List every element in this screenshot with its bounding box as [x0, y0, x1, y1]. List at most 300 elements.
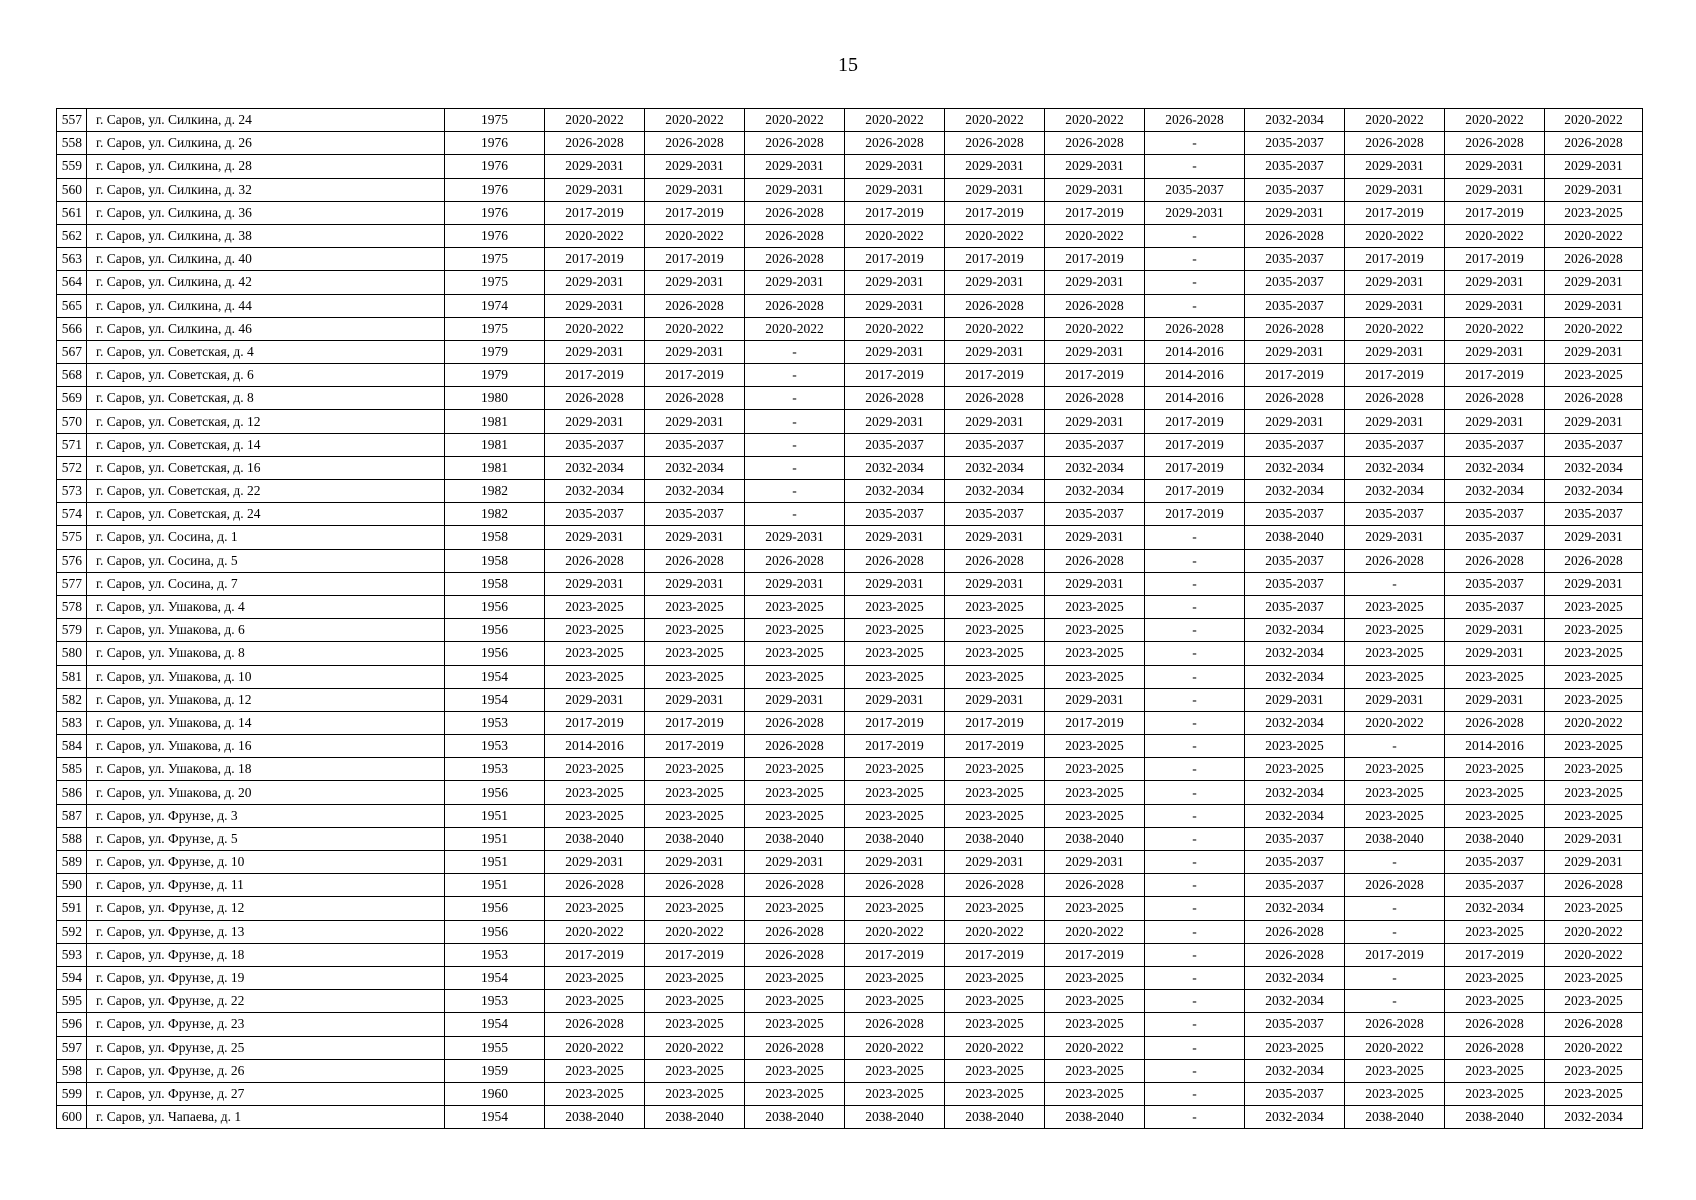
table-row [57, 503, 1643, 526]
period-cell-10: 2017-2019 [1445, 364, 1545, 387]
period-cell-9: 2023-2025 [1345, 758, 1445, 781]
period-cell-7: 2014-2016 [1145, 364, 1245, 387]
build-year-cell: 1954 [445, 1013, 545, 1036]
period-cell-4: 2029-2031 [845, 688, 945, 711]
build-year-cell: 1975 [445, 248, 545, 271]
period-cell-4: 2026-2028 [845, 387, 945, 410]
period-cell-10: 2020-2022 [1445, 224, 1545, 247]
row-number-cell: 572 [57, 456, 87, 479]
period-cell-1: 2026-2028 [545, 387, 645, 410]
period-cell-10: 2035-2037 [1445, 874, 1545, 897]
address-cell: г. Саров, ул. Силкина, д. 28 [87, 155, 445, 178]
period-cell-5: 2026-2028 [945, 874, 1045, 897]
table-row [57, 271, 1643, 294]
row-number-cell: 578 [57, 595, 87, 618]
period-cell-5: 2023-2025 [945, 1013, 1045, 1036]
period-cell-7: - [1145, 827, 1245, 850]
period-cell-1: 2029-2031 [545, 340, 645, 363]
period-cell-10: 2029-2031 [1445, 688, 1545, 711]
period-cell-3: 2023-2025 [745, 595, 845, 618]
period-cell-7: 2035-2037 [1145, 178, 1245, 201]
period-cell-5: 2026-2028 [945, 132, 1045, 155]
row-number-cell: 559 [57, 155, 87, 178]
period-cell-8: 2035-2037 [1245, 1082, 1345, 1105]
period-cell-11: 2029-2031 [1545, 294, 1643, 317]
period-cell-10: 2023-2025 [1445, 758, 1545, 781]
address-cell: г. Саров, ул. Фрунзе, д. 22 [87, 990, 445, 1013]
period-cell-6: 2023-2025 [1045, 897, 1145, 920]
build-year-cell: 1953 [445, 990, 545, 1013]
address-cell: г. Саров, ул. Советская, д. 14 [87, 433, 445, 456]
period-cell-5: 2017-2019 [945, 943, 1045, 966]
build-year-cell: 1958 [445, 526, 545, 549]
period-cell-6: 2017-2019 [1045, 943, 1145, 966]
table-row [57, 688, 1643, 711]
period-cell-8: 2032-2034 [1245, 711, 1345, 734]
period-cell-3: 2023-2025 [745, 665, 845, 688]
period-cell-6: 2023-2025 [1045, 966, 1145, 989]
build-year-cell: 1954 [445, 966, 545, 989]
period-cell-8: 2035-2037 [1245, 155, 1345, 178]
period-cell-4: 2029-2031 [845, 526, 945, 549]
period-cell-8: 2032-2034 [1245, 619, 1345, 642]
period-cell-9: 2029-2031 [1345, 340, 1445, 363]
period-cell-8: 2035-2037 [1245, 294, 1345, 317]
period-cell-2: 2032-2034 [645, 480, 745, 503]
period-cell-2: 2023-2025 [645, 897, 745, 920]
period-cell-5: 2020-2022 [945, 1036, 1045, 1059]
period-cell-3: 2026-2028 [745, 711, 845, 734]
period-cell-4: 2035-2037 [845, 433, 945, 456]
period-cell-4: 2023-2025 [845, 619, 945, 642]
period-cell-6: 2020-2022 [1045, 1036, 1145, 1059]
address-cell: г. Саров, ул. Советская, д. 16 [87, 456, 445, 479]
period-cell-10: 2020-2022 [1445, 109, 1545, 132]
build-year-cell: 1958 [445, 549, 545, 572]
row-number-cell: 598 [57, 1059, 87, 1082]
period-cell-10: 2026-2028 [1445, 549, 1545, 572]
period-cell-4: 2020-2022 [845, 317, 945, 340]
period-cell-6: 2023-2025 [1045, 1059, 1145, 1082]
period-cell-7: - [1145, 943, 1245, 966]
address-cell: г. Саров, ул. Ушакова, д. 18 [87, 758, 445, 781]
period-cell-11: 2035-2037 [1545, 503, 1643, 526]
address-cell: г. Саров, ул. Силкина, д. 46 [87, 317, 445, 340]
period-cell-3: - [745, 387, 845, 410]
period-cell-6: 2023-2025 [1045, 665, 1145, 688]
period-cell-4: 2017-2019 [845, 364, 945, 387]
period-cell-9: 2035-2037 [1345, 433, 1445, 456]
period-cell-5: 2017-2019 [945, 735, 1045, 758]
period-cell-1: 2023-2025 [545, 665, 645, 688]
period-cell-9: - [1345, 897, 1445, 920]
address-cell: г. Саров, ул. Ушакова, д. 14 [87, 711, 445, 734]
address-cell: г. Саров, ул. Сосина, д. 7 [87, 572, 445, 595]
period-cell-8: 2032-2034 [1245, 480, 1345, 503]
period-cell-4: 2029-2031 [845, 340, 945, 363]
period-cell-8: 2035-2037 [1245, 827, 1345, 850]
period-cell-7: - [1145, 874, 1245, 897]
period-cell-6: 2035-2037 [1045, 503, 1145, 526]
period-cell-2: 2023-2025 [645, 758, 745, 781]
period-cell-3: 2023-2025 [745, 1013, 845, 1036]
table-row [57, 224, 1643, 247]
period-cell-6: 2029-2031 [1045, 178, 1145, 201]
period-cell-1: 2029-2031 [545, 572, 645, 595]
period-cell-8: 2035-2037 [1245, 503, 1345, 526]
address-cell: г. Саров, ул. Ушакова, д. 4 [87, 595, 445, 618]
period-cell-2: 2020-2022 [645, 317, 745, 340]
period-cell-10: 2023-2025 [1445, 1082, 1545, 1105]
period-cell-11: 2023-2025 [1545, 1059, 1643, 1082]
period-cell-4: 2032-2034 [845, 456, 945, 479]
period-cell-7: 2017-2019 [1145, 433, 1245, 456]
period-cell-2: 2029-2031 [645, 178, 745, 201]
period-cell-6: 2029-2031 [1045, 410, 1145, 433]
build-year-cell: 1981 [445, 433, 545, 456]
period-cell-9: - [1345, 966, 1445, 989]
period-cell-1: 2023-2025 [545, 619, 645, 642]
period-cell-4: 2026-2028 [845, 549, 945, 572]
table-row [57, 595, 1643, 618]
period-cell-1: 2023-2025 [545, 804, 645, 827]
period-cell-9: - [1345, 851, 1445, 874]
period-cell-3: 2023-2025 [745, 1059, 845, 1082]
period-cell-10: 2017-2019 [1445, 943, 1545, 966]
period-cell-8: 2026-2028 [1245, 317, 1345, 340]
address-cell: г. Саров, ул. Фрунзе, д. 10 [87, 851, 445, 874]
period-cell-9: 2035-2037 [1345, 503, 1445, 526]
period-cell-10: 2038-2040 [1445, 1106, 1545, 1129]
period-cell-9: 2020-2022 [1345, 224, 1445, 247]
period-cell-9: 2029-2031 [1345, 294, 1445, 317]
period-cell-6: 2026-2028 [1045, 549, 1145, 572]
period-cell-10: 2023-2025 [1445, 804, 1545, 827]
period-cell-7: 2026-2028 [1145, 109, 1245, 132]
period-cell-7: - [1145, 665, 1245, 688]
period-cell-7: - [1145, 851, 1245, 874]
period-cell-3: 2020-2022 [745, 109, 845, 132]
row-number-cell: 580 [57, 642, 87, 665]
period-cell-7: - [1145, 1106, 1245, 1129]
period-cell-2: 2023-2025 [645, 1059, 745, 1082]
period-cell-3: 2029-2031 [745, 572, 845, 595]
period-cell-1: 2029-2031 [545, 410, 645, 433]
build-year-cell: 1974 [445, 294, 545, 317]
build-year-cell: 1959 [445, 1059, 545, 1082]
period-cell-6: 2023-2025 [1045, 735, 1145, 758]
period-cell-6: 2023-2025 [1045, 758, 1145, 781]
period-cell-6: 2020-2022 [1045, 109, 1145, 132]
period-cell-9: - [1345, 990, 1445, 1013]
period-cell-4: 2017-2019 [845, 943, 945, 966]
period-cell-6: 2029-2031 [1045, 155, 1145, 178]
period-cell-7: - [1145, 271, 1245, 294]
address-cell: г. Саров, ул. Ушакова, д. 6 [87, 619, 445, 642]
table-row [57, 966, 1643, 989]
period-cell-2: 2023-2025 [645, 781, 745, 804]
period-cell-4: 2023-2025 [845, 665, 945, 688]
period-cell-7: - [1145, 781, 1245, 804]
period-cell-3: 2038-2040 [745, 827, 845, 850]
period-cell-10: 2032-2034 [1445, 897, 1545, 920]
period-cell-1: 2023-2025 [545, 758, 645, 781]
period-cell-7: - [1145, 1059, 1245, 1082]
period-cell-9: 2023-2025 [1345, 781, 1445, 804]
period-cell-3: 2029-2031 [745, 271, 845, 294]
build-year-cell: 1953 [445, 711, 545, 734]
period-cell-11: 2026-2028 [1545, 387, 1643, 410]
period-cell-5: 2020-2022 [945, 317, 1045, 340]
period-cell-10: 2017-2019 [1445, 248, 1545, 271]
address-cell: г. Саров, ул. Ушакова, д. 10 [87, 665, 445, 688]
table-row [57, 178, 1643, 201]
period-cell-10: 2023-2025 [1445, 990, 1545, 1013]
period-cell-7: - [1145, 758, 1245, 781]
period-cell-5: 2020-2022 [945, 920, 1045, 943]
period-cell-10: 2038-2040 [1445, 827, 1545, 850]
period-cell-3: - [745, 456, 845, 479]
period-cell-3: 2026-2028 [745, 920, 845, 943]
period-cell-11: 2026-2028 [1545, 549, 1643, 572]
period-cell-1: 2017-2019 [545, 711, 645, 734]
period-cell-1: 2017-2019 [545, 248, 645, 271]
table-row [57, 572, 1643, 595]
period-cell-9: 2023-2025 [1345, 642, 1445, 665]
build-year-cell: 1951 [445, 827, 545, 850]
period-cell-10: 2026-2028 [1445, 1013, 1545, 1036]
period-cell-3: 2026-2028 [745, 201, 845, 224]
period-cell-6: 2038-2040 [1045, 827, 1145, 850]
period-cell-11: 2029-2031 [1545, 178, 1643, 201]
row-number-cell: 591 [57, 897, 87, 920]
period-cell-3: 2029-2031 [745, 851, 845, 874]
period-cell-11: 2032-2034 [1545, 456, 1643, 479]
table-row [57, 387, 1643, 410]
address-cell: г. Саров, ул. Силкина, д. 44 [87, 294, 445, 317]
period-cell-3: 2023-2025 [745, 758, 845, 781]
period-cell-7: - [1145, 804, 1245, 827]
table-row [57, 1013, 1643, 1036]
period-cell-5: 2017-2019 [945, 248, 1045, 271]
period-cell-11: 2023-2025 [1545, 1082, 1643, 1105]
address-cell: г. Саров, ул. Фрунзе, д. 18 [87, 943, 445, 966]
row-number-cell: 597 [57, 1036, 87, 1059]
period-cell-8: 2029-2031 [1245, 410, 1345, 433]
period-cell-8: 2029-2031 [1245, 688, 1345, 711]
period-cell-11: 2020-2022 [1545, 711, 1643, 734]
period-cell-7: - [1145, 248, 1245, 271]
table-row [57, 526, 1643, 549]
row-number-cell: 566 [57, 317, 87, 340]
period-cell-1: 2020-2022 [545, 1036, 645, 1059]
table-row [57, 433, 1643, 456]
period-cell-1: 2029-2031 [545, 294, 645, 317]
period-cell-4: 2023-2025 [845, 1059, 945, 1082]
period-cell-9: 2023-2025 [1345, 804, 1445, 827]
period-cell-9: 2026-2028 [1345, 132, 1445, 155]
period-cell-4: 2029-2031 [845, 851, 945, 874]
table-row [57, 248, 1643, 271]
row-number-cell: 596 [57, 1013, 87, 1036]
period-cell-5: 2029-2031 [945, 572, 1045, 595]
period-cell-10: 2029-2031 [1445, 642, 1545, 665]
address-cell: г. Саров, ул. Ушакова, д. 12 [87, 688, 445, 711]
period-cell-2: 2017-2019 [645, 943, 745, 966]
period-cell-11: 2026-2028 [1545, 248, 1643, 271]
period-cell-9: 2026-2028 [1345, 874, 1445, 897]
period-cell-4: 2023-2025 [845, 781, 945, 804]
period-cell-1: 2023-2025 [545, 642, 645, 665]
address-cell: г. Саров, ул. Фрунзе, д. 5 [87, 827, 445, 850]
period-cell-3: - [745, 364, 845, 387]
period-cell-11: 2029-2031 [1545, 155, 1643, 178]
period-cell-5: 2038-2040 [945, 1106, 1045, 1129]
address-cell: г. Саров, ул. Советская, д. 24 [87, 503, 445, 526]
period-cell-4: 2035-2037 [845, 503, 945, 526]
period-cell-5: 2026-2028 [945, 549, 1045, 572]
period-cell-7: - [1145, 735, 1245, 758]
period-cell-2: 2029-2031 [645, 572, 745, 595]
period-cell-3: 2026-2028 [745, 735, 845, 758]
period-cell-9: 2029-2031 [1345, 178, 1445, 201]
period-cell-1: 2029-2031 [545, 526, 645, 549]
period-cell-8: 2035-2037 [1245, 549, 1345, 572]
period-cell-1: 2029-2031 [545, 688, 645, 711]
period-cell-7: 2014-2016 [1145, 340, 1245, 363]
table-row [57, 990, 1643, 1013]
period-cell-2: 2026-2028 [645, 132, 745, 155]
period-cell-3: 2029-2031 [745, 526, 845, 549]
period-cell-6: 2023-2025 [1045, 990, 1145, 1013]
build-year-cell: 1953 [445, 735, 545, 758]
period-cell-11: 2026-2028 [1545, 1013, 1643, 1036]
period-cell-5: 2035-2037 [945, 503, 1045, 526]
period-cell-5: 2038-2040 [945, 827, 1045, 850]
period-cell-10: 2029-2031 [1445, 340, 1545, 363]
period-cell-3: 2026-2028 [745, 549, 845, 572]
period-cell-9: 2017-2019 [1345, 364, 1445, 387]
period-cell-2: 2029-2031 [645, 688, 745, 711]
period-cell-8: 2032-2034 [1245, 781, 1345, 804]
period-cell-4: 2029-2031 [845, 410, 945, 433]
period-cell-9: 2029-2031 [1345, 410, 1445, 433]
build-year-cell: 1981 [445, 410, 545, 433]
period-cell-1: 2017-2019 [545, 364, 645, 387]
period-cell-5: 2023-2025 [945, 758, 1045, 781]
row-number-cell: 560 [57, 178, 87, 201]
period-cell-2: 2029-2031 [645, 851, 745, 874]
table-row [57, 1082, 1643, 1105]
period-cell-9: 2023-2025 [1345, 619, 1445, 642]
period-cell-10: 2029-2031 [1445, 619, 1545, 642]
table-row [57, 410, 1643, 433]
period-cell-10: 2032-2034 [1445, 456, 1545, 479]
build-year-cell: 1956 [445, 920, 545, 943]
period-cell-10: 2035-2037 [1445, 595, 1545, 618]
period-cell-11: 2029-2031 [1545, 572, 1643, 595]
period-cell-6: 2023-2025 [1045, 619, 1145, 642]
period-cell-11: 2029-2031 [1545, 851, 1643, 874]
period-cell-9: 2017-2019 [1345, 248, 1445, 271]
period-cell-8: 2023-2025 [1245, 735, 1345, 758]
address-cell: г. Саров, ул. Советская, д. 8 [87, 387, 445, 410]
period-cell-11: 2023-2025 [1545, 781, 1643, 804]
period-cell-10: 2014-2016 [1445, 735, 1545, 758]
period-cell-11: 2023-2025 [1545, 735, 1643, 758]
period-cell-8: 2035-2037 [1245, 874, 1345, 897]
period-cell-8: 2029-2031 [1245, 340, 1345, 363]
table-row [57, 897, 1643, 920]
period-cell-8: 2032-2034 [1245, 804, 1345, 827]
period-cell-5: 2017-2019 [945, 364, 1045, 387]
period-cell-8: 2035-2037 [1245, 1013, 1345, 1036]
period-cell-7: 2017-2019 [1145, 456, 1245, 479]
build-year-cell: 1958 [445, 572, 545, 595]
period-cell-11: 2023-2025 [1545, 966, 1643, 989]
period-cell-10: 2026-2028 [1445, 1036, 1545, 1059]
period-cell-11: 2023-2025 [1545, 595, 1643, 618]
period-cell-8: 2035-2037 [1245, 851, 1345, 874]
build-year-cell: 1982 [445, 503, 545, 526]
period-cell-8: 2032-2034 [1245, 1059, 1345, 1082]
period-cell-7: - [1145, 920, 1245, 943]
period-cell-1: 2017-2019 [545, 201, 645, 224]
period-cell-3: 2026-2028 [745, 1036, 845, 1059]
build-year-cell: 1980 [445, 387, 545, 410]
period-cell-5: 2029-2031 [945, 340, 1045, 363]
period-cell-4: 2023-2025 [845, 758, 945, 781]
period-cell-2: 2023-2025 [645, 990, 745, 1013]
period-cell-2: 2023-2025 [645, 1082, 745, 1105]
period-cell-1: 2035-2037 [545, 503, 645, 526]
row-number-cell: 595 [57, 990, 87, 1013]
period-cell-7: 2017-2019 [1145, 503, 1245, 526]
period-cell-1: 2017-2019 [545, 943, 645, 966]
period-cell-8: 2032-2034 [1245, 665, 1345, 688]
address-cell: г. Саров, ул. Советская, д. 22 [87, 480, 445, 503]
period-cell-11: 2023-2025 [1545, 804, 1643, 827]
period-cell-4: 2020-2022 [845, 224, 945, 247]
period-cell-9: 2023-2025 [1345, 1082, 1445, 1105]
row-number-cell: 593 [57, 943, 87, 966]
build-year-cell: 1956 [445, 897, 545, 920]
period-cell-8: 2032-2034 [1245, 1106, 1345, 1129]
period-cell-1: 2023-2025 [545, 1082, 645, 1105]
row-number-cell: 564 [57, 271, 87, 294]
address-cell: г. Саров, ул. Ушакова, д. 16 [87, 735, 445, 758]
period-cell-8: 2026-2028 [1245, 920, 1345, 943]
period-cell-9: 2032-2034 [1345, 456, 1445, 479]
period-cell-11: 2023-2025 [1545, 201, 1643, 224]
period-cell-6: 2020-2022 [1045, 317, 1145, 340]
period-cell-2: 2029-2031 [645, 271, 745, 294]
period-cell-4: 2029-2031 [845, 294, 945, 317]
period-cell-5: 2023-2025 [945, 897, 1045, 920]
period-cell-6: 2029-2031 [1045, 572, 1145, 595]
address-cell: г. Саров, ул. Фрунзе, д. 19 [87, 966, 445, 989]
period-cell-4: 2032-2034 [845, 480, 945, 503]
address-cell: г. Саров, ул. Чапаева, д. 1 [87, 1106, 445, 1129]
period-cell-9: 2017-2019 [1345, 943, 1445, 966]
table-row [57, 155, 1643, 178]
repair-schedule-table [56, 108, 1643, 1129]
table-row [57, 317, 1643, 340]
period-cell-1: 2026-2028 [545, 549, 645, 572]
row-number-cell: 568 [57, 364, 87, 387]
period-cell-9: 2029-2031 [1345, 155, 1445, 178]
period-cell-2: 2023-2025 [645, 665, 745, 688]
